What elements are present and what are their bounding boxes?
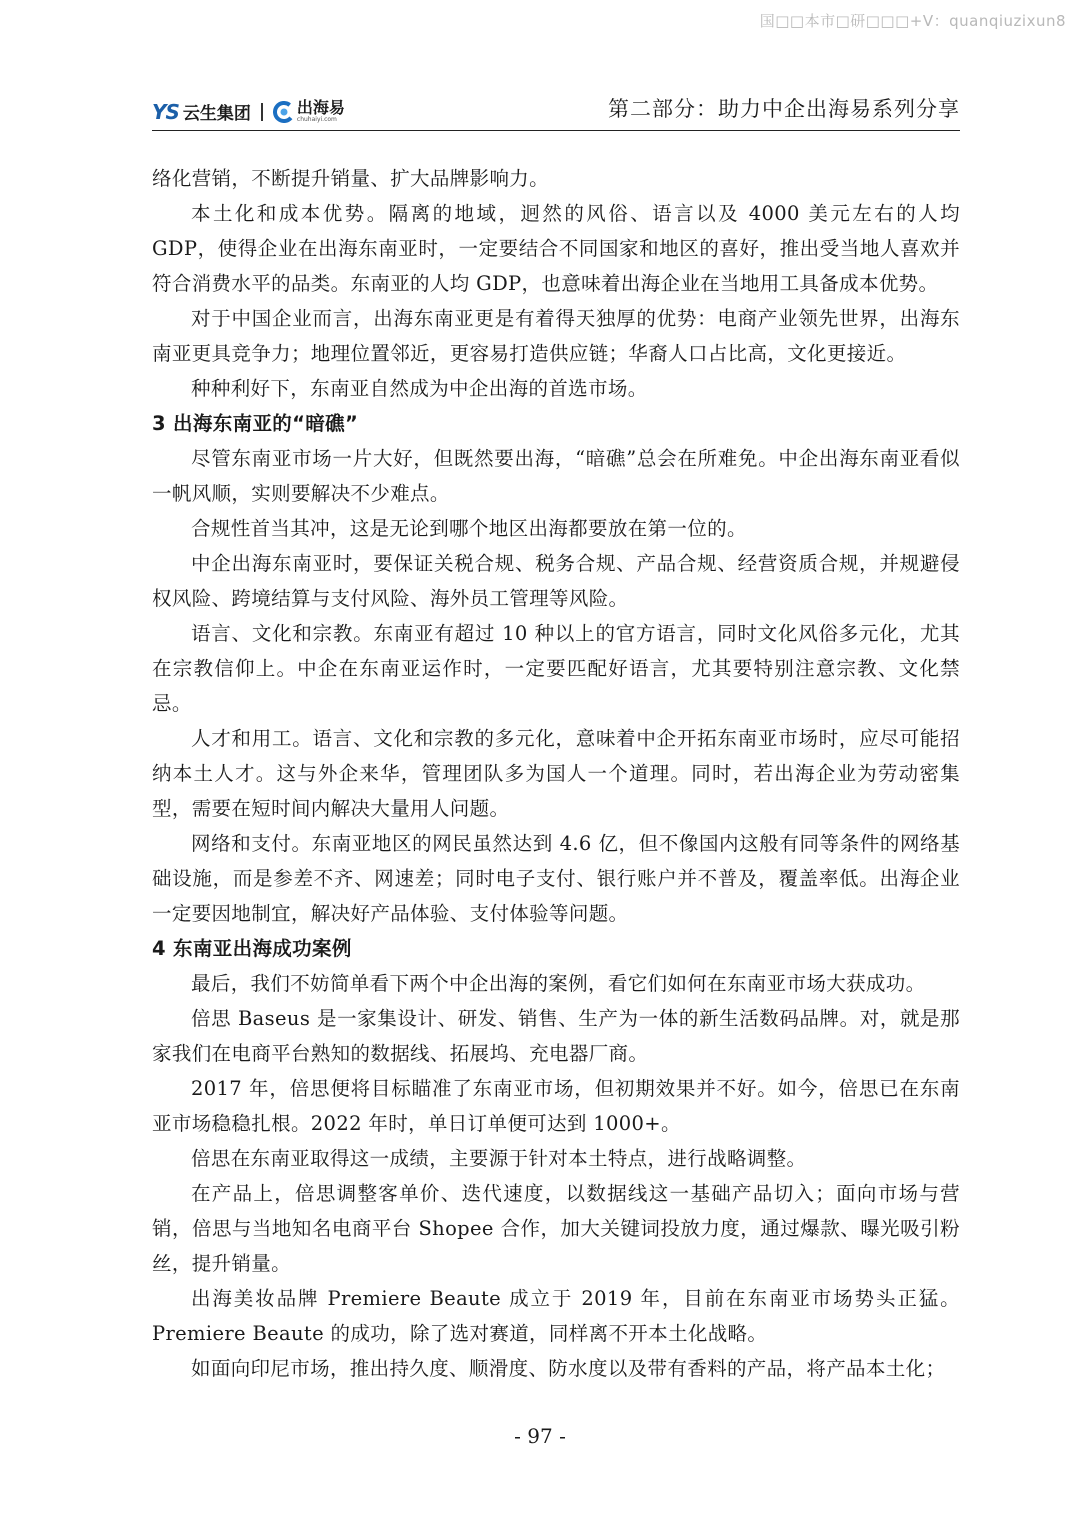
paragraph: 网络和支付。东南亚地区的网民虽然达到 4.6 亿，但不像国内这般有同等条件的网络基础设施，而是参差不齐、网速差；同时电子支付、银行账户并不普及，覆盖率低。出海企业一定要因地制宜，解决好产品体验、支付体验等问题。 bbox=[152, 832, 960, 925]
paragraph: 络化营销，不断提升销量、扩大品牌影响力。 bbox=[152, 167, 550, 190]
page-body bbox=[152, 161, 960, 1386]
watermark-text: 国□□本市□研□□□+V：quanqiuzixun8 bbox=[759, 12, 1066, 30]
paragraph: 本土化和成本优势。隔离的地域，迥然的风俗、语言以及 4000 美元左右的人均 GDP，使得企业在出海东南亚时，一定要结合不同国家和地区的喜好，推出受当地人喜欢并符合消费水平的品类。东南亚的人均 GDP，也意味着出海企业在当地用工具备成本优势。 bbox=[152, 202, 960, 295]
chuhaiyi-text bbox=[297, 100, 345, 123]
ys-group-name: 云生集团 bbox=[182, 104, 251, 124]
section-heading: 3 出海东南亚的“暗礁” bbox=[152, 412, 359, 435]
paragraph: 语言、文化和宗教。东南亚有超过 10 种以上的官方语言，同时文化风俗多元化，尤其在宗教信仰上。中企在东南亚运作时，一定要匹配好语言，尤其要特别注意宗教、文化禁忌。 bbox=[152, 622, 960, 715]
ys-logo-mark: YS bbox=[152, 99, 179, 124]
logo-divider bbox=[261, 103, 263, 121]
section-title: 第二部分：助力中企出海易系列分享 bbox=[608, 97, 960, 121]
paragraph: 对于中国企业而言，出海东南亚更是有着得天独厚的优势：电商产业领先世界，出海东南亚更具竞争力；地理位置邻近，更容易打造供应链；华裔人口占比高，文化更接近。 bbox=[152, 307, 960, 365]
paragraph: 中企出海东南亚时，要保证关税合规、税务合规、产品合规、经营资质合规，并规避侵权风险、跨境结算与支付风险、海外员工管理等风险。 bbox=[152, 552, 960, 610]
paragraph: 最后，我们不妨简单看下两个中企出海的案例，看它们如何在东南亚市场大获成功。 bbox=[191, 972, 926, 995]
chuhaiyi-logo-icon bbox=[273, 101, 295, 123]
section-heading: 4 东南亚出海成功案例 bbox=[152, 937, 352, 960]
page-number: - 97 - bbox=[514, 1424, 566, 1448]
paragraph: 在产品上，倍思调整客单价、迭代速度，以数据线这一基础产品切入；面向市场与营销，倍思与当地知名电商平台 Shopee 合作，加大关键词投放力度，通过爆款、曝光吸引粉丝，提升销量。 bbox=[152, 1182, 960, 1275]
paragraph: 合规性首当其冲，这是无论到哪个地区出海都要放在第一位的。 bbox=[191, 517, 747, 540]
paragraph: 尽管东南亚市场一片大好，但既然要出海，“暗礁”总会在所难免。中企出海东南亚看似一帆风顺，实则要解决不少难点。 bbox=[152, 447, 960, 505]
chuhaiyi-domain: chuhaiyi.com bbox=[296, 116, 337, 123]
paragraph: 倍思 Baseus 是一家集设计、研发、销售、生产为一体的新生活数码品牌。对，就是那家我们在电商平台熟知的数据线、拓展坞、充电器厂商。 bbox=[152, 1007, 960, 1065]
paragraph: 如面向印尼市场，推出持久度、顺滑度、防水度以及带有香料的产品，将产品本土化； bbox=[191, 1357, 946, 1380]
paragraph: 人才和用工。语言、文化和宗教的多元化，意味着中企开拓东南亚市场时，应尽可能招纳本土人才。这与外企来华，管理团队多为国人一个道理。同时，若出海企业为劳动密集型，需要在短时间内解决大量用人问题。 bbox=[152, 727, 960, 820]
paragraph: 出海美妆品牌 Premiere Beaute 成立于 2019 年，目前在东南亚市场势头正猛。Premiere Beaute 的成功，除了选对赛道，同样离不开本土化战略。 bbox=[152, 1287, 960, 1345]
paragraph: 倍思在东南亚取得这一成绩，主要源于针对本土特点，进行战略调整。 bbox=[191, 1147, 807, 1170]
header-logos bbox=[152, 99, 345, 124]
chuhaiyi-name: 出海易 bbox=[296, 98, 345, 117]
paragraph: 种种利好下，东南亚自然成为中企出海的首选市场。 bbox=[191, 377, 648, 400]
page-header bbox=[152, 88, 960, 131]
paragraph: 2017 年，倍思便将目标瞄准了东南亚市场，但初期效果并不好。如今，倍思已在东南亚市场稳稳扎根。2022 年时，单日订单便可达到 1000+。 bbox=[152, 1077, 960, 1135]
